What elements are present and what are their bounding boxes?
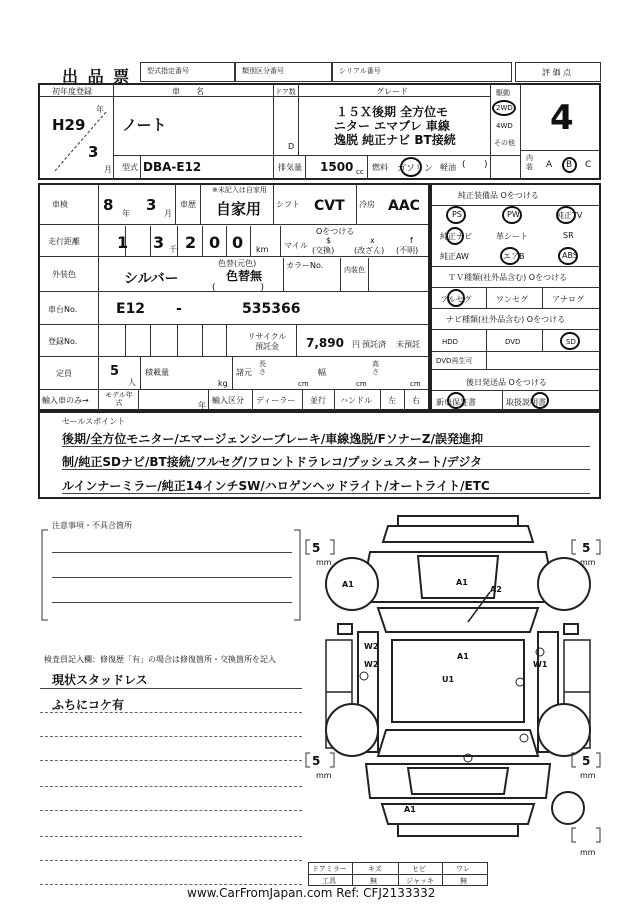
model-type: DBA-E12: [143, 160, 202, 174]
dvd-label: DVD再生可: [436, 357, 473, 365]
first-reg-year: H29: [52, 116, 86, 134]
later-manual-circle: [531, 392, 549, 409]
width-unit: cm: [356, 380, 367, 388]
equip-tv: 純正TV: [556, 211, 583, 220]
sales-point-line-2: 制/純正SDナビ/BT接続/フルセグ/フロントドラレコ/プッシュスタート/デジタ: [62, 455, 482, 469]
color-change: 色替無: [226, 269, 263, 283]
first-reg-slash: [46, 104, 112, 176]
fuel-light-oil: 軽油: [440, 163, 456, 172]
inspection-year-suffix: 年: [122, 209, 130, 218]
chassis-prefix: E12: [116, 301, 146, 317]
damage-a2-hood: A2: [490, 585, 502, 594]
exchange-label: (交換): [312, 246, 335, 255]
import-type-label: 輸入区分: [212, 396, 244, 405]
chassis-dash: -: [176, 301, 182, 317]
inspection-month-suffix: 月: [164, 209, 172, 218]
vehicle-name-label: 車 名: [172, 87, 204, 96]
nav-sd: SD: [566, 338, 576, 346]
color-change-label: 色替(元色): [218, 259, 257, 268]
height-unit: cm: [410, 380, 421, 388]
grade-label: グレード: [376, 87, 408, 96]
color: シルバー: [124, 271, 179, 287]
displacement-unit: cc: [356, 168, 364, 176]
legend-jack-value: 無: [460, 877, 467, 885]
color-no-label: カラーNo.: [286, 261, 324, 270]
tv-title: ＴＶ種類(社外品含む) Oをつける: [448, 273, 568, 282]
mileage-label: 走行距離: [48, 237, 80, 246]
later-warranty: 新車保証書: [436, 398, 476, 407]
later-warranty-circle: [447, 392, 465, 409]
note-line-1: 現状スタッドレス: [52, 673, 148, 687]
interior-label: 内装: [526, 154, 533, 171]
equip-nav: 純正ナビ: [440, 232, 472, 241]
nav-hdd: HDD: [442, 338, 459, 346]
length-unit: cm: [298, 380, 309, 388]
legend-header-scratch: キズ: [368, 865, 382, 873]
load-unit: kg: [218, 379, 228, 388]
tire-unit-front-right: mm: [580, 558, 596, 567]
later-manual: 取扱説明書: [506, 398, 546, 407]
year-suffix: 年: [96, 105, 104, 114]
equip-ps: PS: [452, 210, 462, 219]
page-title: 出 品 票: [62, 67, 132, 86]
model-designation-label: 型式指定番号: [147, 67, 189, 75]
grade-line-2: ニター エマブレ 車線: [334, 119, 450, 133]
nav-dvd: DVD: [505, 338, 521, 346]
mileage-separator: 千: [169, 245, 177, 254]
doors-label: ドア数: [275, 88, 296, 96]
tv-analog: アナログ: [552, 295, 584, 304]
interior-b: B: [566, 160, 573, 170]
exchange-mark: $: [326, 236, 332, 245]
damage-w2-lower: W2: [364, 660, 379, 669]
damage-u1-roof: U1: [442, 675, 455, 684]
model-designation-cell: [140, 62, 235, 82]
mileage-digit-5: 0: [232, 233, 244, 252]
dims-label: 諸元: [236, 368, 252, 377]
unknown-mark: f: [410, 236, 413, 245]
interior-c: C: [585, 160, 592, 170]
recycle-unpaid: 未預託: [396, 340, 420, 349]
recycle-unit: 円: [352, 340, 360, 349]
tire-depth-front-left: 5: [312, 541, 321, 555]
equip-airbag: エアB: [503, 252, 525, 261]
model-type-label: 型式: [122, 163, 138, 172]
tire-depth-rear-right: 5: [582, 754, 591, 768]
category-cell: [235, 62, 332, 82]
capacity: 5: [110, 364, 120, 379]
handle-right: 右: [412, 396, 420, 405]
damage-a1-rear-bumper: A1: [404, 805, 416, 814]
equip-nav-circle: [446, 227, 464, 245]
paren-left: (: [462, 160, 466, 170]
tire-unit-front-left: mm: [316, 558, 332, 567]
equip-ps-circle: [446, 206, 466, 224]
mile-label: マイル: [284, 241, 308, 250]
tire-brackets: [304, 536, 614, 852]
height-label: 高さ: [372, 360, 379, 376]
displacement: 1500: [320, 160, 354, 174]
legend-tools-value: 無: [370, 877, 377, 885]
tire-unit-rear-right: mm: [580, 771, 596, 780]
note-line-2: ふちにコケ有: [52, 698, 125, 712]
sales-point-line-3: ルインナーミラー/純正14インチSW/ハロゲンヘッドライト/オートライト/ETC: [62, 479, 490, 493]
width-label: 幅: [318, 368, 326, 377]
recycle-paid: 預託済: [362, 340, 386, 349]
mileage-digit-1: 1: [117, 233, 129, 252]
tv-fullseg: フルセグ: [440, 295, 472, 304]
notes-bracket: [38, 526, 308, 626]
tire-unit-rear-left: mm: [316, 771, 332, 780]
equip-airbag-circle: [500, 247, 520, 265]
load-label: 積載量: [145, 368, 169, 377]
inspection-label: 車検: [52, 200, 68, 209]
modified-mark: x: [370, 236, 375, 245]
inspection-month: 3: [146, 196, 157, 214]
tv-oneseg: ワンセグ: [496, 295, 528, 304]
grade-line-3: 逸脱 純正ナビ BT接続: [334, 133, 456, 147]
capacity-label: 定員: [56, 369, 72, 378]
ac: AAC: [388, 198, 420, 214]
serial-label: シリアル番号: [339, 67, 381, 75]
drive-2wd-circle: [492, 100, 516, 116]
length-label: 長さ: [259, 360, 266, 376]
serial-cell: [332, 62, 512, 82]
damage-a1-roof: A1: [457, 652, 469, 661]
mileage-digit-3: 2: [185, 233, 197, 252]
mileage-digit-2: 3: [153, 233, 165, 252]
tire-depth-rear-left: 5: [312, 754, 321, 768]
equip-aw: 純正AW: [440, 252, 469, 261]
recycle-label: リサイクル預託金: [247, 332, 287, 351]
fuel-circle: [400, 157, 422, 177]
month-suffix: 月: [104, 165, 112, 174]
chassis-label: 車台No.: [48, 305, 78, 314]
usage-note: ※未記入は自家用: [212, 186, 267, 194]
legend-jack: ジャッキ: [406, 877, 434, 885]
import-label: 輸入車のみ→: [42, 396, 89, 405]
interior-b-circle: [562, 157, 577, 173]
equip-abs: ABS: [562, 251, 578, 260]
notes-label: 注意事項・不具合箇所: [52, 521, 132, 530]
color-change-paren: ( ): [212, 283, 265, 293]
damage-a1-hood: A1: [456, 578, 468, 587]
legend-header-crack: ヒビ: [412, 865, 426, 873]
usage-label: 車歴: [180, 200, 196, 209]
nav-sd-circle: [560, 332, 580, 350]
score-label-cell: [515, 62, 601, 82]
vehicle-name: ノート: [122, 116, 167, 134]
usage: 自家用: [216, 200, 262, 218]
reg-label: 登録No.: [48, 337, 78, 346]
damage-a1-front-left: A1: [342, 580, 354, 589]
handle-left: 左: [388, 396, 396, 405]
equip-pw-circle: [502, 206, 522, 224]
shift: CVT: [314, 198, 345, 214]
capacity-unit: 人: [128, 378, 136, 387]
modified-label: (改ざん): [354, 246, 385, 255]
dealer: ディーラー: [256, 396, 296, 405]
equip-leather: 革シート: [496, 232, 528, 241]
damage-w1-right: W1: [533, 660, 548, 669]
equip-sr: SR: [563, 231, 574, 240]
model-year-label: モデル年式: [105, 391, 133, 407]
sales-points-label: セールスポイント: [62, 417, 126, 426]
chassis-number: 535366: [242, 301, 301, 317]
legend-header-mirror: ドアミラー: [312, 865, 347, 873]
drive-label: 駆動: [496, 89, 510, 97]
tv-fullseg-circle: [447, 289, 465, 307]
legend-tools: 工具: [322, 877, 336, 885]
score-label: 評 価 点: [542, 68, 572, 77]
ac-label: 冷房: [359, 200, 375, 209]
grade-line-1: １５Ｘ後期 全方位モ: [336, 105, 449, 119]
legend-header-break: ワレ: [456, 865, 470, 873]
interior-a: A: [546, 160, 553, 170]
mileage-unit: km: [256, 245, 269, 254]
interior-color-label: 内装色: [344, 266, 365, 274]
fuel-gasoline: ガソリン: [397, 164, 434, 174]
unknown-label: (不明): [396, 246, 419, 255]
paren-right: ): [484, 160, 488, 170]
parallel: 並行: [310, 396, 326, 405]
color-label: 外装色: [52, 270, 76, 279]
handle-label: ハンドル: [340, 396, 372, 405]
category-label: 類別区分番号: [242, 67, 284, 75]
sales-point-line-1: 後期/全方位モニター/エマージェンシーブレーキ/車線逸脱/FソナーZ/誤発進抑: [62, 432, 483, 446]
mileage-note: Oをつける: [316, 227, 355, 236]
drive-2wd: 2WD: [496, 104, 513, 112]
nav-title: ナビ種類(社外品含む) Oをつける: [446, 315, 566, 324]
equip-pw: PW: [507, 210, 520, 219]
drive-4wd: 4WD: [496, 122, 513, 130]
later-title: 後日発送品 Oをつける: [466, 378, 547, 387]
displacement-label: 排気量: [278, 163, 302, 172]
footer-watermark: www.CarFromJapan.com Ref: CFJ2133332: [187, 886, 436, 900]
inspector-label: 検査員記入欄：修復歴「有」の場合は修復箇所・交換箇所を記入: [44, 655, 276, 664]
inspection-year: 8: [103, 196, 114, 214]
mileage-digit-4: 0: [209, 233, 221, 252]
model-year-unit: 年: [198, 401, 206, 410]
tire-unit-spare: mm: [580, 848, 596, 857]
equip-abs-circle: [558, 247, 578, 265]
first-reg-label: 初年度登録: [52, 87, 92, 96]
damage-w2-upper: W2: [364, 642, 379, 651]
equip-tv-circle: [556, 206, 576, 224]
shift-label: シフト: [276, 200, 300, 209]
fuel-label: 燃料: [372, 163, 388, 172]
equipment-title: 純正装備品 Oをつける: [458, 191, 539, 200]
recycle-amount: 7,890: [306, 336, 344, 350]
first-reg-month: 3: [88, 143, 99, 161]
door-type: D: [288, 142, 295, 151]
score-value: 4: [550, 98, 574, 138]
drive-other: その他: [494, 139, 515, 147]
tire-depth-front-right: 5: [582, 541, 591, 555]
